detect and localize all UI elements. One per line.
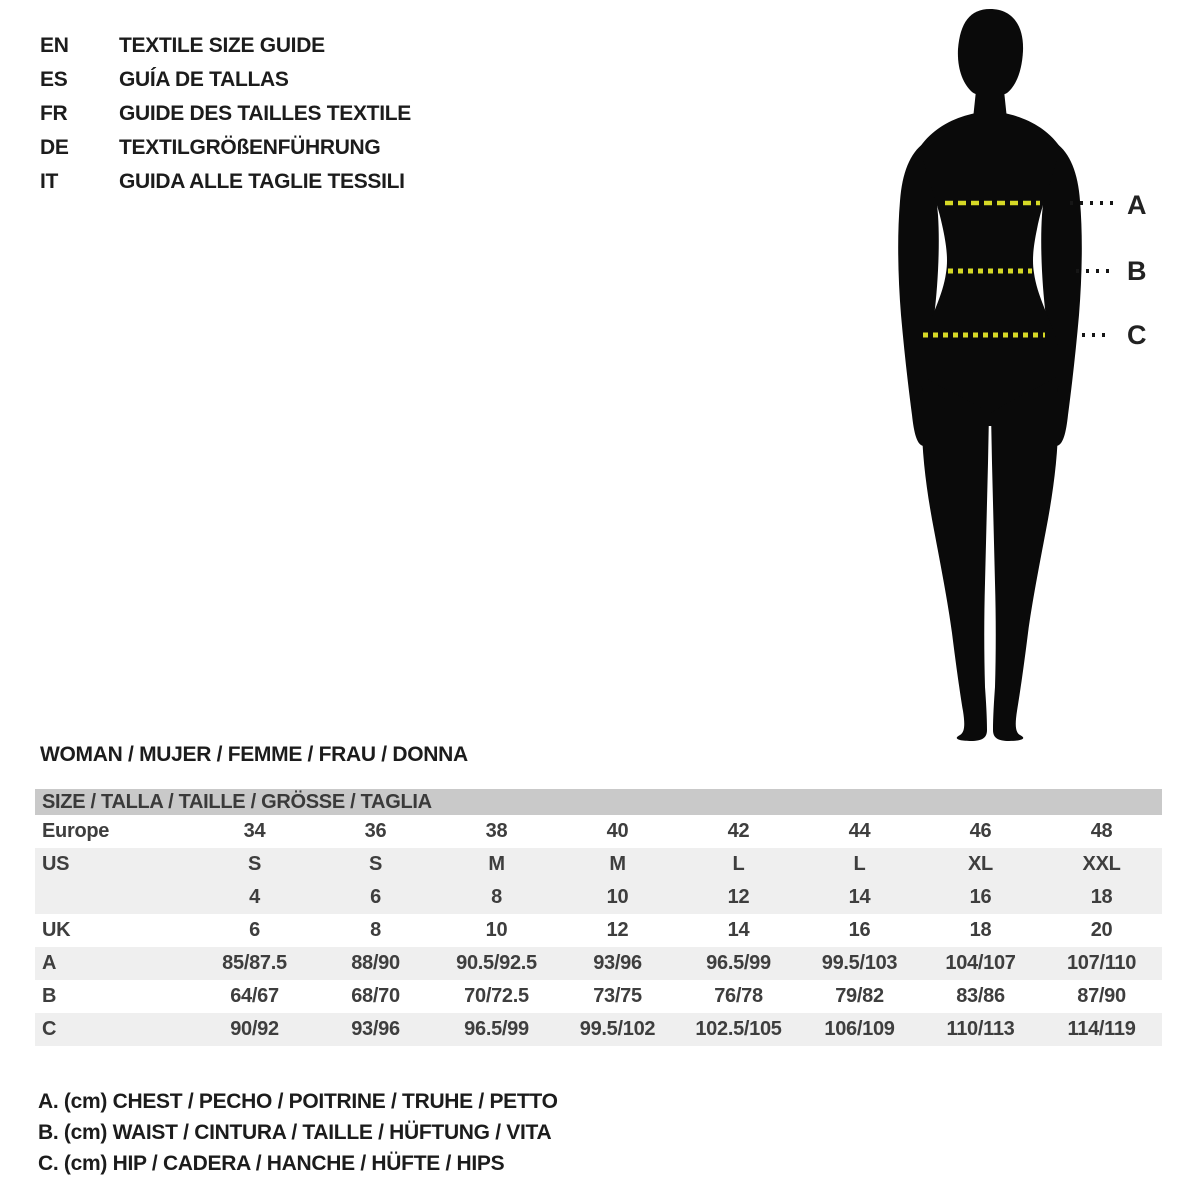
size-cell: 93/96 bbox=[315, 1013, 436, 1046]
size-cell: 73/75 bbox=[593, 985, 642, 1007]
language-code: EN bbox=[40, 34, 69, 57]
silhouette-left-leg bbox=[922, 377, 989, 741]
size-cell: 48 bbox=[1090, 820, 1113, 842]
size-cell: 38 bbox=[485, 820, 508, 842]
size-cell: 10 bbox=[485, 919, 508, 941]
size-cell: L bbox=[799, 848, 920, 881]
row-label: Europe bbox=[42, 820, 110, 842]
size-cell: 8 bbox=[436, 881, 557, 914]
size-cell: 8 bbox=[370, 919, 381, 941]
guide-title: GUÍA DE TALLAS bbox=[119, 68, 289, 91]
woman-silhouette bbox=[898, 9, 1082, 741]
size-cell: 42 bbox=[727, 820, 750, 842]
section-title: WOMAN / MUJER / FEMME / FRAU / DONNA bbox=[40, 743, 468, 766]
table-row bbox=[35, 848, 1162, 881]
size-cell: 99.5/103 bbox=[799, 947, 920, 980]
table-header-label: SIZE / TALLA / TAILLE / GRÖSSE / TAGLIA bbox=[35, 789, 1162, 815]
table-row bbox=[35, 914, 1162, 947]
size-cell: 79/82 bbox=[835, 985, 884, 1007]
size-cell: XXL bbox=[1041, 848, 1162, 881]
size-cell: M bbox=[436, 848, 557, 881]
size-cell: 6 bbox=[315, 881, 436, 914]
size-cell: 34 bbox=[243, 820, 266, 842]
size-cell: S bbox=[194, 848, 315, 881]
legend-chest: A. (cm) CHEST / PECHO / POITRINE / TRUHE / PETTO bbox=[38, 1090, 558, 1113]
list-item bbox=[40, 136, 411, 170]
size-cell: 99.5/102 bbox=[557, 1013, 678, 1046]
size-cell: 110/113 bbox=[920, 1013, 1041, 1046]
guide-title: TEXTILE SIZE GUIDE bbox=[119, 34, 325, 57]
legend-hip: C. (cm) HIP / CADERA / HANCHE / HÜFTE / HIPS bbox=[38, 1152, 505, 1175]
row-label: UK bbox=[42, 919, 71, 941]
size-cell: 40 bbox=[606, 820, 629, 842]
size-cell: 6 bbox=[249, 919, 260, 941]
guide-title: TEXTILGRÖßENFÜHRUNG bbox=[119, 136, 381, 159]
size-cell: 76/78 bbox=[714, 985, 763, 1007]
size-cell: 4 bbox=[194, 881, 315, 914]
woman-silhouette-figure bbox=[880, 5, 1130, 742]
size-cell: 107/110 bbox=[1041, 947, 1162, 980]
list-item bbox=[40, 34, 411, 68]
measurement-legend bbox=[38, 1090, 558, 1183]
table-header-row bbox=[35, 789, 1162, 815]
row-label: US bbox=[35, 848, 194, 881]
guide-title: GUIDA ALLE TAGLIE TESSILI bbox=[119, 170, 405, 193]
list-item bbox=[40, 170, 411, 204]
size-cell: L bbox=[678, 848, 799, 881]
size-cell: 114/119 bbox=[1041, 1013, 1162, 1046]
size-table bbox=[35, 789, 1162, 1046]
size-cell: XL bbox=[920, 848, 1041, 881]
woman-silhouette-svg bbox=[880, 5, 1130, 742]
size-cell: 64/67 bbox=[230, 985, 279, 1007]
size-cell: 93/96 bbox=[557, 947, 678, 980]
size-cell: 14 bbox=[799, 881, 920, 914]
size-cell: 68/70 bbox=[351, 985, 400, 1007]
size-cell: 85/87.5 bbox=[194, 947, 315, 980]
size-cell: 14 bbox=[727, 919, 750, 941]
size-cell: S bbox=[315, 848, 436, 881]
size-cell: 96.5/99 bbox=[678, 947, 799, 980]
table-row bbox=[35, 815, 1162, 848]
silhouette-right-leg bbox=[991, 377, 1058, 741]
size-cell: M bbox=[557, 848, 678, 881]
table-row bbox=[35, 1013, 1162, 1046]
list-item bbox=[40, 68, 411, 102]
measure-label-a: A bbox=[1127, 190, 1147, 220]
row-label bbox=[35, 881, 194, 914]
size-cell: 20 bbox=[1090, 919, 1113, 941]
guide-title: GUIDE DES TAILLES TEXTILE bbox=[119, 102, 411, 125]
measure-label-c: C bbox=[1127, 320, 1147, 350]
size-cell: 16 bbox=[848, 919, 871, 941]
size-cell: 106/109 bbox=[799, 1013, 920, 1046]
row-label: B bbox=[42, 985, 57, 1007]
size-cell: 70/72.5 bbox=[464, 985, 529, 1007]
size-cell: 44 bbox=[848, 820, 871, 842]
size-cell: 36 bbox=[364, 820, 387, 842]
size-cell: 12 bbox=[606, 919, 629, 941]
size-cell: 18 bbox=[969, 919, 992, 941]
size-cell: 83/86 bbox=[956, 985, 1005, 1007]
size-cell: 90.5/92.5 bbox=[436, 947, 557, 980]
row-label: A bbox=[35, 947, 194, 980]
language-code: DE bbox=[40, 136, 69, 159]
row-label: C bbox=[35, 1013, 194, 1046]
list-item bbox=[40, 102, 411, 136]
language-code: FR bbox=[40, 102, 68, 125]
size-cell: 12 bbox=[678, 881, 799, 914]
table-row bbox=[35, 947, 1162, 980]
size-table-body bbox=[35, 815, 1162, 1046]
size-cell: 96.5/99 bbox=[436, 1013, 557, 1046]
measure-label-b: B bbox=[1127, 256, 1147, 286]
language-code: IT bbox=[40, 170, 59, 193]
size-cell: 102.5/105 bbox=[678, 1013, 799, 1046]
size-cell: 18 bbox=[1041, 881, 1162, 914]
size-cell: 87/90 bbox=[1077, 985, 1126, 1007]
language-code: ES bbox=[40, 68, 68, 91]
size-cell: 88/90 bbox=[315, 947, 436, 980]
language-guide-list bbox=[40, 34, 411, 204]
table-row bbox=[35, 881, 1162, 914]
size-cell: 90/92 bbox=[194, 1013, 315, 1046]
table-row bbox=[35, 980, 1162, 1013]
size-cell: 10 bbox=[557, 881, 678, 914]
legend-waist: B. (cm) WAIST / CINTURA / TAILLE / HÜFTUNG / VITA bbox=[38, 1121, 552, 1144]
size-cell: 16 bbox=[920, 881, 1041, 914]
size-cell: 46 bbox=[969, 820, 992, 842]
size-cell: 104/107 bbox=[920, 947, 1041, 980]
